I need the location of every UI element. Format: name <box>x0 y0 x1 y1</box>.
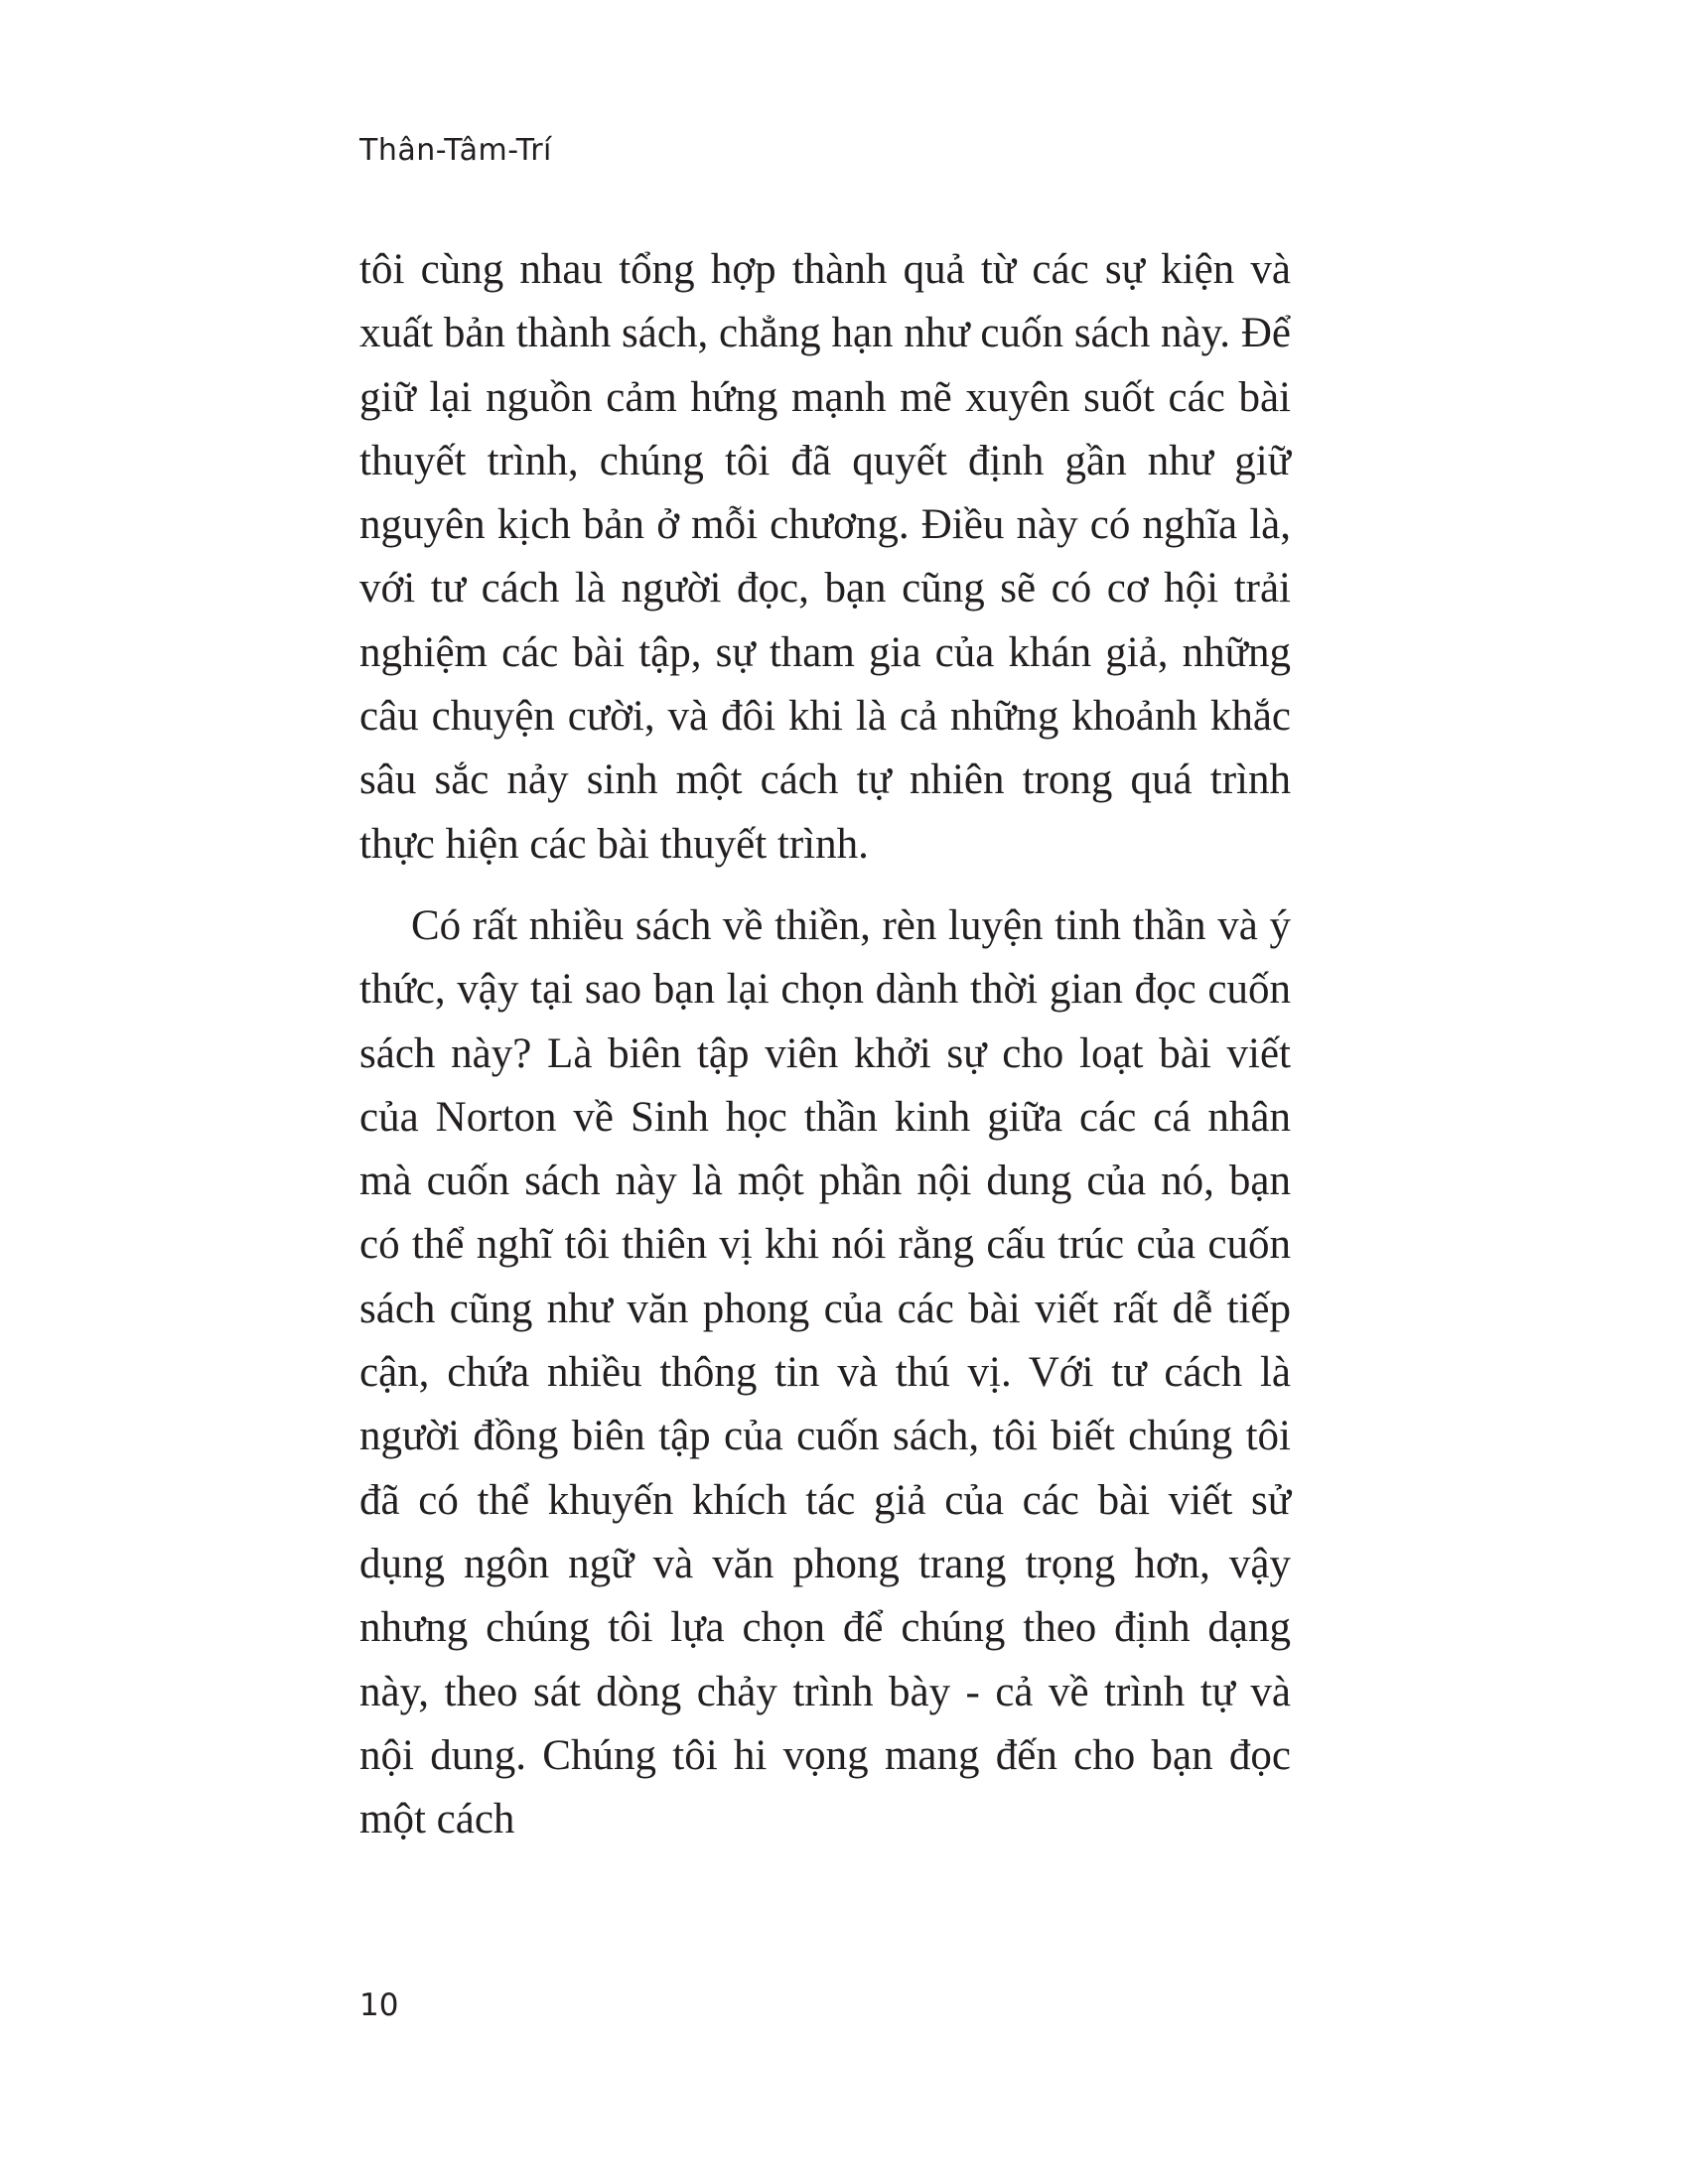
body-text <box>359 238 1291 1851</box>
page-number: 10 <box>359 1987 399 2023</box>
paragraph-2: Có rất nhiều sách về thiền, rèn luyện tinh thần và ý thức, vậy tại sao bạn lại chọn dành thời gian đọc cuốn sách này? Là biên tập viên khởi sự cho loạt bài viết của Norton về Sinh học thần kinh giữa các cá nhân mà cuốn sách này là một phần nội dung của nó, bạn có thể nghĩ tôi thiên vị khi nói rằng cấu trúc của cuốn sách cũng như văn phong của các bài viết rất dễ tiếp cận, chứa nhiều thông tin và thú vị. Với tư cách là người đồng biên tập của cuốn sách, tôi biết chúng tôi đã có thể khuyến khích tác giả của các bài viết sử dụng ngôn ngữ và văn phong trang trọng hơn, vậy nhưng chúng tôi lựa chọn để chúng theo định dạng này, theo sát dòng chảy trình bày - cả về trình tự và nội dung. Chúng tôi hi vọng mang đến cho bạn đọc một cách <box>359 901 1291 1843</box>
running-header-title: Thân-Tâm-Trí <box>359 133 552 168</box>
paragraph-1: tôi cùng nhau tổng hợp thành quả từ các sự kiện và xuất bản thành sách, chẳng hạn như cuốn sách này. Để giữ lại nguồn cảm hứng mạnh mẽ xuyên suốt các bài thuyết trình, chúng tôi đã quyết định gần như giữ nguyên kịch bản ở mỗi chương. Điều này có nghĩa là, với tư cách là người đọc, bạn cũng sẽ có cơ hội trải nghiệm các bài tập, sự tham gia của khán giả, những câu chuyện cười, và đôi khi là cả những khoảnh khắc sâu sắc nảy sinh một cách tự nhiên trong quá trình thực hiện các bài thuyết trình. <box>359 246 1291 868</box>
